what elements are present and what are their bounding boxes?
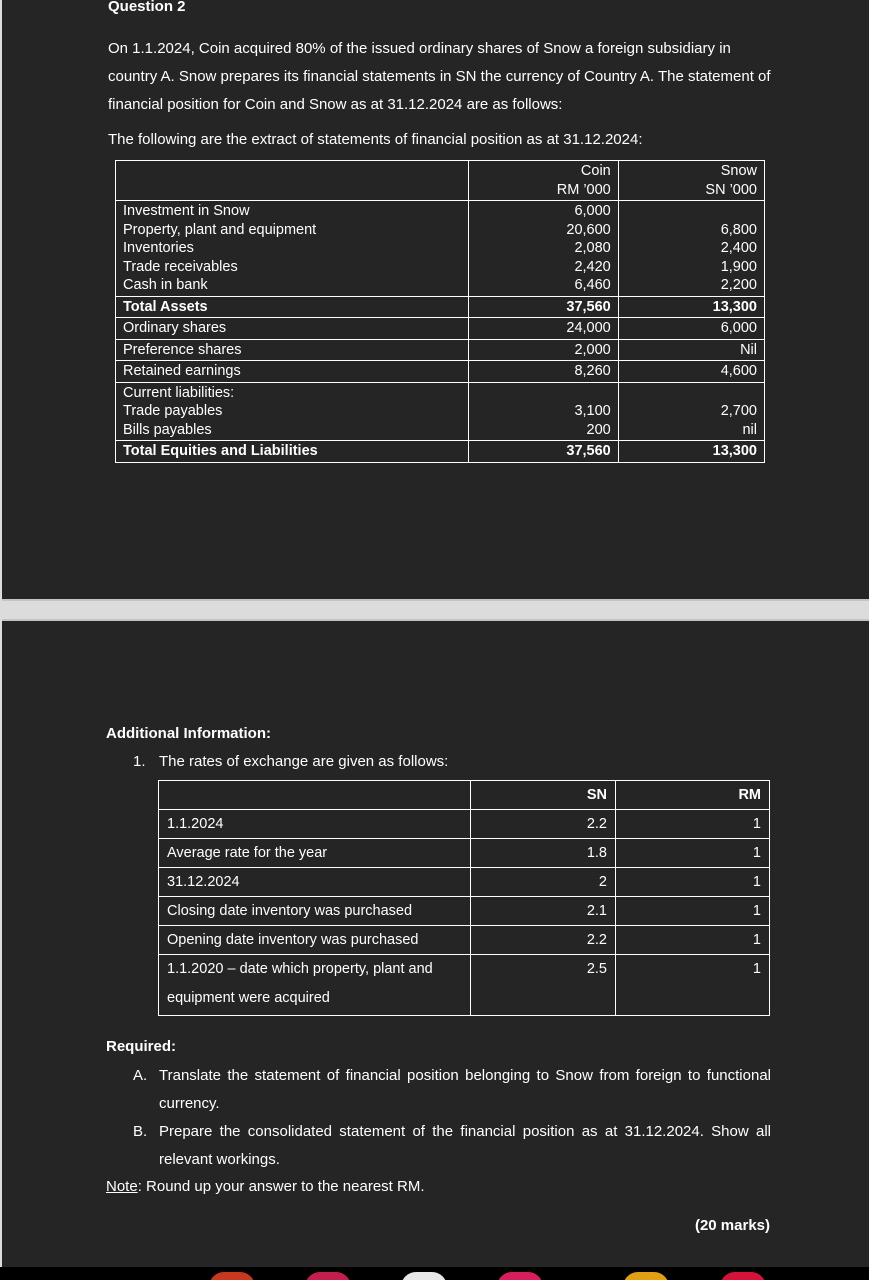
question-intro: On 1.1.2024, Coin acquired 80% of the issued ordinary shares of Snow a foreign subsidiary in country A. Snow prepares its financial statements in SN the currency of Country A. The statement of financial position for Coin and Snow as at 31.12.2024 are as follows: <box>108 40 771 113</box>
total-assets-row: Total Assets 37,560 13,300 <box>116 296 765 318</box>
assets-row <box>116 201 765 297</box>
fx-row: Opening date inventory was purchased 2.2 1 <box>159 926 770 955</box>
fx-row: 1.1.2020 – date which property, plant and equipment were acquired 2.5 1 <box>159 955 770 1016</box>
app-dock <box>0 1267 869 1280</box>
dock-app-icon[interactable] <box>720 1272 766 1280</box>
equity-row: Ordinary shares 24,000 6,000 <box>116 318 765 340</box>
document-page-1 <box>2 0 869 601</box>
dock-app-icon[interactable] <box>401 1272 447 1280</box>
asset-labels: Investment in Snow Property, plant and equipment Inventories Trade receivables Cash in bank <box>116 201 469 297</box>
asset-snow-values: 6,800 2,400 1,900 2,200 <box>618 201 764 297</box>
fx-row: 1.1.2024 2.2 1 <box>159 810 770 839</box>
header-coin: Coin RM ’000 <box>468 161 618 201</box>
note-text: Note: Round up your answer to the nearest RM. <box>106 1178 425 1195</box>
dock-app-icon[interactable] <box>209 1272 255 1280</box>
fx-row: 31.12.2024 2 1 <box>159 868 770 897</box>
asset-coin-values: 6,000 20,600 2,080 2,420 6,460 <box>468 201 618 297</box>
liability-coin-values: 3,100 200 <box>468 382 618 441</box>
dock-app-icon[interactable] <box>497 1272 543 1280</box>
question-title: Question 2 <box>108 0 186 15</box>
additional-info-heading: Additional Information: <box>106 725 271 742</box>
fx-row: Average rate for the year 1.8 1 <box>159 839 770 868</box>
required-item-b: B. Prepare the consolidated statement of the financial position as at 31.12.2024. Show all relevant workings. <box>133 1123 771 1168</box>
equity-row: Retained earnings 8,260 4,600 <box>116 361 765 383</box>
equity-row: Preference shares 2,000 Nil <box>116 339 765 361</box>
table-header-row <box>116 161 765 201</box>
financial-position-table <box>115 160 765 463</box>
liability-labels: Current liabilities: Trade payables Bills payables <box>116 382 469 441</box>
header-snow: Snow SN ’000 <box>618 161 764 201</box>
dock-app-icon[interactable] <box>305 1272 351 1280</box>
liability-snow-values: 2,700 nil <box>618 382 764 441</box>
total-equities-liabilities-row: Total Equities and Liabilities 37,560 13,300 <box>116 441 765 463</box>
fx-header-row: SN RM <box>159 781 770 810</box>
exchange-rate-table <box>158 780 770 1016</box>
required-heading: Required: <box>106 1038 177 1055</box>
header-blank <box>116 161 469 201</box>
liabilities-row <box>116 382 765 441</box>
table-lead-text: The following are the extract of statements of financial position as at 31.12.2024: <box>108 131 643 148</box>
required-item-a: A. Translate the statement of financial position belonging to Snow from foreign to functional currency. <box>133 1067 771 1112</box>
marks-label: (20 marks) <box>694 1217 770 1234</box>
fx-row: Closing date inventory was purchased 2.1 1 <box>159 897 770 926</box>
additional-item-1: 1. The rates of exchange are given as follows: <box>133 753 449 770</box>
dock-app-icon[interactable] <box>623 1272 669 1280</box>
